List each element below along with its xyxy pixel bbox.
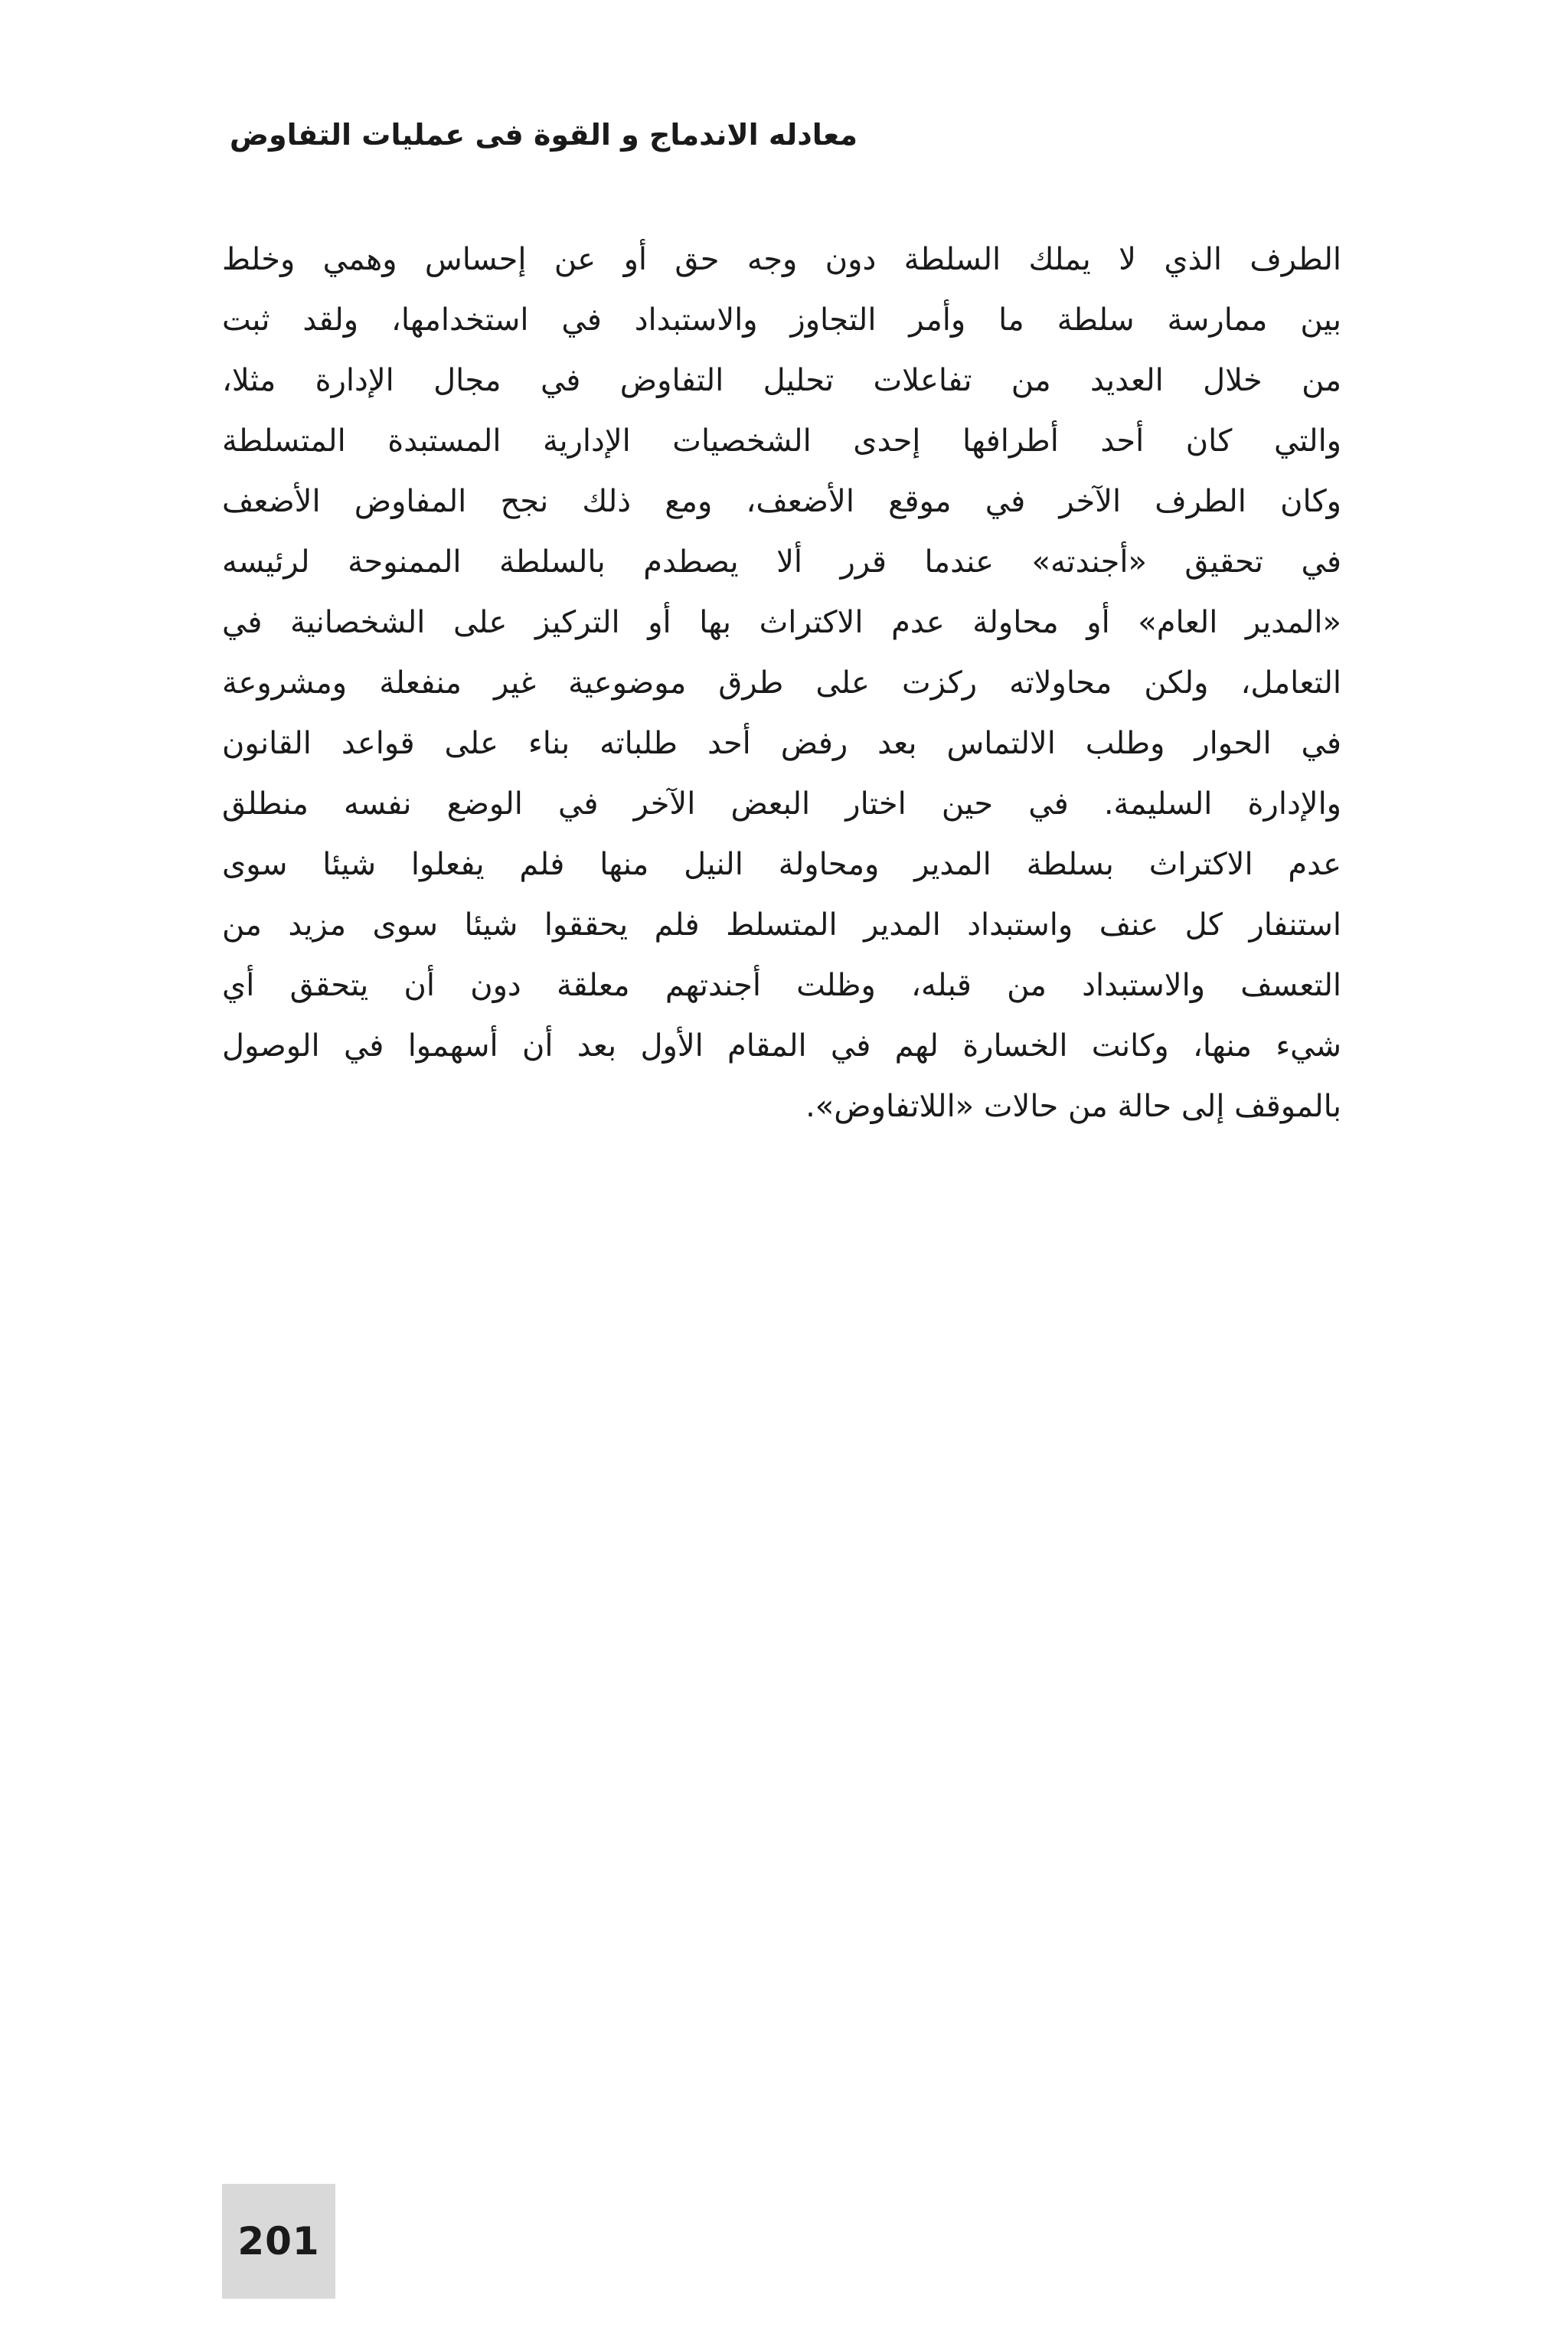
paragraph-line: والتي كان أحد أطرافها إحدى الشخصيات الإدارية المستبدة المتسلطة xyxy=(222,423,1341,459)
running-header: معادله الاندماج و القوة فى عمليات التفاوض xyxy=(229,118,858,152)
paragraph-line: في تحقيق «أجندته» عندما قرر ألا يصطدم بالسلطة الممنوحة لرئيسه xyxy=(222,544,1341,580)
paragraph-line: بالموقف إلى حالة من حالات «اللاتفاوض». xyxy=(805,1089,1341,1124)
paragraph-line: شيء منها، وكانت الخسارة لهم في المقام الأول بعد أن أسهموا في الوصول xyxy=(222,1028,1341,1064)
paragraph-line: التعامل، ولكن محاولاته ركزت على طرق موضوعية غير منفعلة ومشروعة xyxy=(222,665,1341,701)
page-number: 201 xyxy=(237,2219,320,2263)
paragraph-line: والإدارة السليمة. في حين اختار البعض الآخر في الوضع نفسه منطلق xyxy=(222,786,1341,822)
paragraph-line: الطرف الذي لا يملك السلطة دون وجه حق أو عن إحساس وهمي وخلط xyxy=(222,242,1341,277)
paragraph-line: التعسف والاستبداد من قبله، وظلت أجندتهم معلقة دون أن يتحقق أي xyxy=(222,968,1341,1003)
paragraph-line: استنفار كل عنف واستبداد المدير المتسلط فلم يحققوا شيئا سوى مزيد من xyxy=(222,907,1341,943)
paragraph-line: عدم الاكتراث بسلطة المدير ومحاولة النيل منها فلم يفعلوا شيئا سوى xyxy=(222,847,1341,882)
body-paragraph xyxy=(222,230,1341,1137)
paragraph-line: في الحوار وطلب الالتماس بعد رفض أحد طلباته بناء على قواعد القانون xyxy=(222,726,1341,761)
page-number-box xyxy=(222,2184,335,2299)
paragraph-line: من خلال العديد من تفاعلات تحليل التفاوض في مجال الإدارة مثلا، xyxy=(222,363,1341,398)
paragraph-line: بين ممارسة سلطة ما وأمر التجاوز والاستبداد في استخدامها، ولقد ثبت xyxy=(222,302,1341,338)
paragraph-line: «المدير العام» أو محاولة عدم الاكتراث بها أو التركيز على الشخصانية في xyxy=(222,605,1341,640)
paragraph-line: وكان الطرف الآخر في موقع الأضعف، ومع ذلك نجح المفاوض الأضعف xyxy=(222,484,1341,519)
